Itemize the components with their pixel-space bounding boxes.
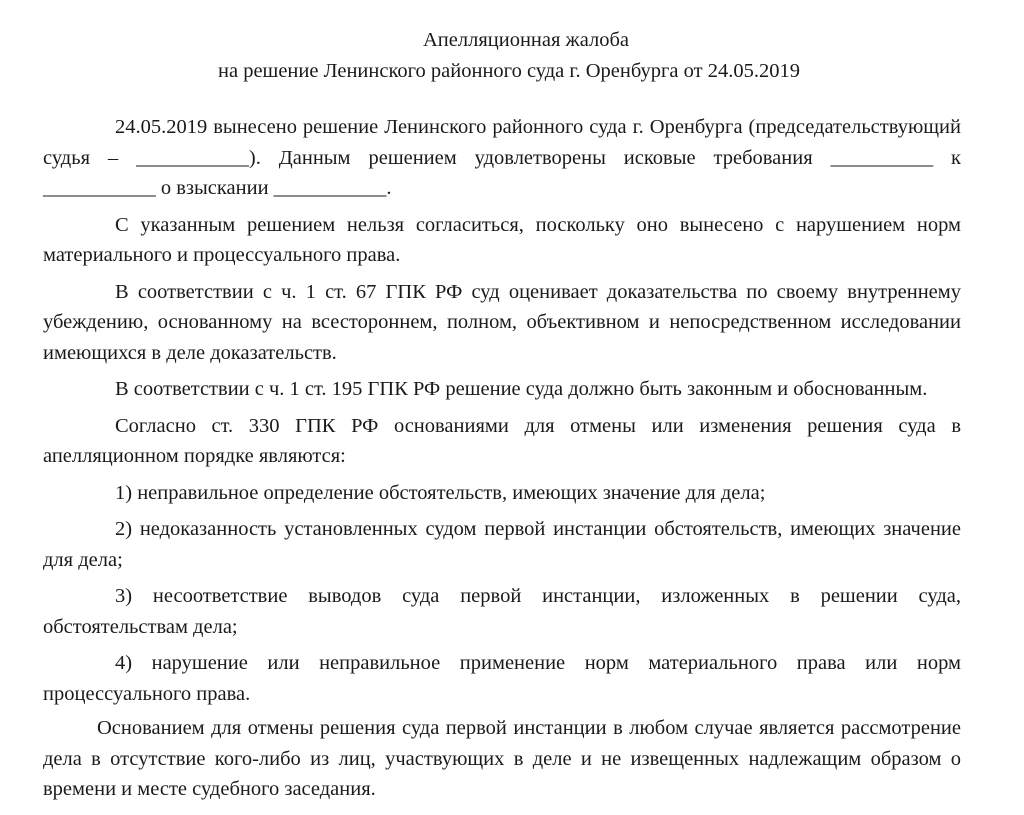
document-subtitle: на решение Ленинского районного суда г. Оренбурга от 24.05.2019 (218, 59, 800, 82)
list-item-2: 2) недоказанность установленных судом первой инстанции обстоятельств, имеющих значение для дела; (43, 518, 961, 571)
paragraph-disagreement: С указанным решением нельзя согласиться, поскольку оно вынесено с нарушением норм материального и процессуального права. (43, 213, 961, 266)
paragraph-article-67: В соответствии с ч. 1 ст. 67 ГПК РФ суд оценивает доказательства по своему внутреннему убеждению, основанному на всестороннем, полном, объективном и непосредственном исследовании имеющихся в деле доказательств. (43, 280, 961, 364)
paragraph-grounds: Основанием для отмены решения суда первой инстанции в любом случае является рассмотрение дела в отсутствие кого-либо из лиц, участвующих в деле и не извещенных надлежащим образом о времени и месте судебного заседания. (43, 717, 961, 800)
list-item-1: 1) неправильное определение обстоятельств, имеющих значение для дела; (115, 481, 766, 504)
paragraph-article-195: В соответствии с ч. 1 ст. 195 ГПК РФ решение суда должно быть законным и обоснованным. (115, 378, 928, 400)
document-page (43, 25, 961, 805)
paragraph-decision: 24.05.2019 вынесено решение Ленинского районного суда г. Оренбурга (председательствующий судья – ___________). Данным решением удовлетворены исковые требования __________ к ___________ о взыскании ___________. (43, 116, 961, 199)
list-item-4: 4) нарушение или неправильное применение норм материального права или норм процессуального права. (43, 652, 961, 705)
paragraph-article-330: Согласно ст. 330 ГПК РФ основаниями для отмены или изменения решения суда в апелляционном порядке являются: (43, 414, 961, 467)
document-title: Апелляционная жалоба (423, 29, 630, 51)
list-item-3: 3) несоответствие выводов суда первой инстанции, изложенных в решении суда, обстоятельствам дела; (43, 585, 961, 638)
